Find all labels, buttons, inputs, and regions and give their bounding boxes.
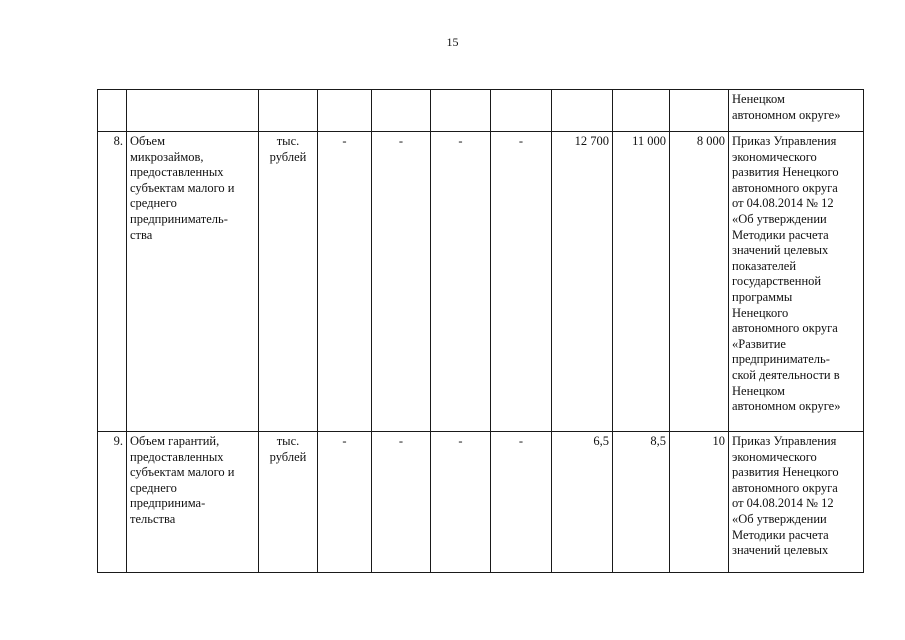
num-cell xyxy=(98,90,127,132)
value-cell: - xyxy=(491,132,552,432)
indicators-table xyxy=(97,89,864,573)
source-line: Ненецкого xyxy=(732,305,789,320)
page-number: 15 xyxy=(446,35,459,49)
value-cell xyxy=(318,90,372,132)
unit-cell xyxy=(259,432,318,573)
value-cell: 11 000 xyxy=(613,132,670,432)
unit-line: рублей xyxy=(269,449,307,464)
source-line: Методики расчета xyxy=(732,227,829,242)
source-line: Методики расчета xyxy=(732,527,829,542)
source-line: автономном округе» xyxy=(732,399,841,414)
unit-cell xyxy=(259,90,318,132)
source-line: развития Ненецкого xyxy=(732,165,839,180)
source-line: автономного округа xyxy=(732,180,838,195)
unit-line: тыс. xyxy=(276,434,300,448)
source-line: ской деятельности в xyxy=(732,367,840,382)
source-line: от 04.08.2014 № 12 xyxy=(732,496,834,511)
indicator-name-line: среднего xyxy=(130,480,177,495)
value-cell xyxy=(431,90,491,132)
value-cell xyxy=(670,90,729,132)
indicator-name-line: микрозаймов, xyxy=(130,149,204,164)
source-line: программы xyxy=(732,289,793,304)
source-cell xyxy=(729,90,864,132)
indicator-name-line: Объем xyxy=(130,134,165,148)
value-cell xyxy=(552,90,613,132)
source-line: автономного округа xyxy=(732,480,838,495)
source-cell xyxy=(729,432,864,573)
value-cell: - xyxy=(372,432,431,573)
source-line: от 04.08.2014 № 12 xyxy=(732,196,834,211)
unit-cell xyxy=(259,132,318,432)
indicator-name-line: среднего xyxy=(130,196,177,211)
value-cell: - xyxy=(318,132,372,432)
indicator-name-line: тельства xyxy=(130,511,176,526)
value-cell: 12 700 xyxy=(552,132,613,432)
source-line: Приказ Управления xyxy=(732,134,837,148)
source-line: автономного округа xyxy=(732,321,838,336)
indicator-name-line: предприниматель- xyxy=(130,211,228,226)
unit-line: тыс. xyxy=(276,134,300,148)
value-cell: - xyxy=(491,432,552,573)
value-cell: - xyxy=(431,132,491,432)
source-text-clip xyxy=(732,434,860,572)
indicator-name-line: субъектам малого и xyxy=(130,465,235,480)
source-line: предприниматель- xyxy=(732,352,830,367)
value-cell: 10 xyxy=(670,432,729,573)
indicator-name-line: субъектам малого и xyxy=(130,180,235,195)
indicator-name-line: предоставленных xyxy=(130,449,224,464)
source-line: Ненецком xyxy=(732,92,785,106)
value-cell: 6,5 xyxy=(552,432,613,573)
value-cell: - xyxy=(431,432,491,573)
source-line: «Об утверждении xyxy=(732,211,827,226)
source-line: автономном округе» xyxy=(732,107,841,122)
source-line: экономического xyxy=(732,149,817,164)
source-line: Приказ Управления xyxy=(732,434,837,448)
source-line: значений целевых xyxy=(732,243,829,258)
indicator-name-line: Объем гарантий, xyxy=(130,434,220,448)
source-cell xyxy=(729,132,864,432)
row-number: 9. xyxy=(98,432,127,573)
value-cell: - xyxy=(372,132,431,432)
source-line: государственной xyxy=(732,274,822,289)
value-cell: - xyxy=(318,432,372,573)
table-row-8 xyxy=(98,132,864,432)
value-cell xyxy=(372,90,431,132)
source-line: значений целевых xyxy=(732,543,829,558)
indicator-name-line: предоставленных xyxy=(130,165,224,180)
value-cell: 8,5 xyxy=(613,432,670,573)
value-cell xyxy=(613,90,670,132)
indicator-name-line: предпринима- xyxy=(130,496,206,511)
unit-line: рублей xyxy=(269,149,307,164)
table-row-continuation xyxy=(98,90,864,132)
indicator-name-cell xyxy=(127,432,259,573)
value-cell: 8 000 xyxy=(670,132,729,432)
source-line: показателей xyxy=(732,258,797,273)
source-line: развития Ненецкого xyxy=(732,465,839,480)
table-row-9 xyxy=(98,432,864,573)
row-number: 8. xyxy=(98,132,127,432)
indicator-name-cell xyxy=(127,132,259,432)
value-cell xyxy=(491,90,552,132)
source-line: «Об утверждении xyxy=(732,511,827,526)
indicator-name-line: ства xyxy=(130,227,153,242)
source-line: «Развитие xyxy=(732,336,786,351)
name-cell xyxy=(127,90,259,132)
source-line: Ненецком xyxy=(732,383,785,398)
source-line: экономического xyxy=(732,449,817,464)
